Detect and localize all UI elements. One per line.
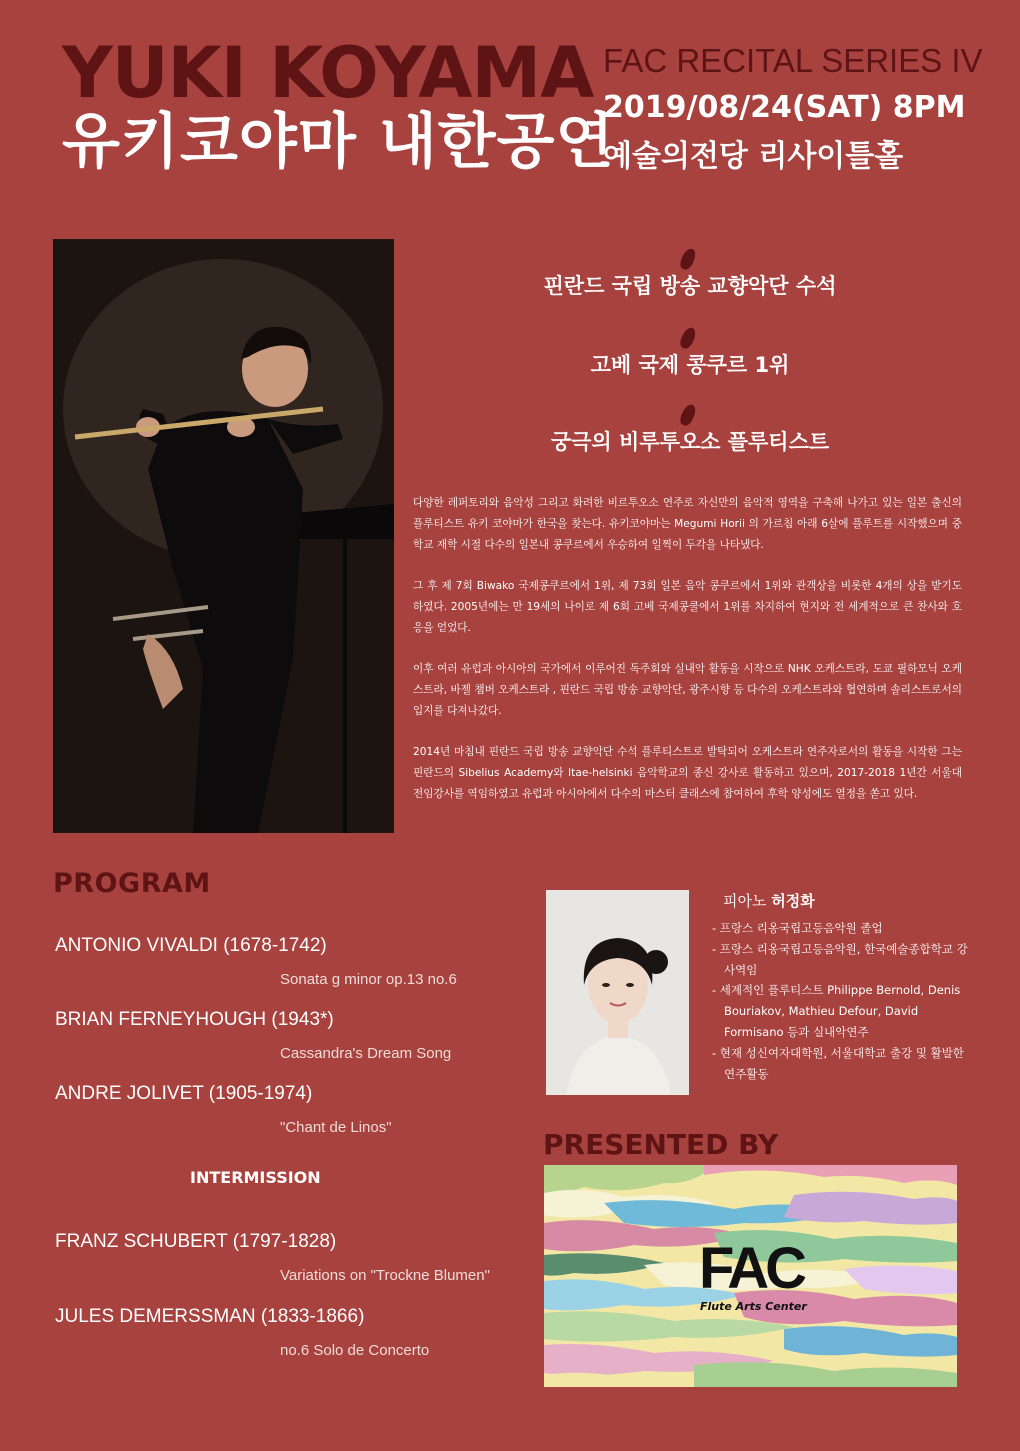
bio-paragraph: 그 후 제 7회 Biwako 국제콩쿠르에서 1위, 제 73회 일본 음악 콩쿠르에서 1위와 관객상을 비롯한 4개의 상을 받기도 하였다. 2005년에는 만 19세의 나이로 제 6회 고베 국제콩쿨에서 1위를 차지하여 현지와 전 세계적으로 큰 찬사와 호응을 얻었다. — [413, 580, 962, 634]
intermission-label: INTERMISSION — [190, 1168, 321, 1187]
program-piece: "Chant de Linos" — [280, 1119, 392, 1136]
pianist-name — [723, 890, 815, 911]
pianist-name-text: 허정화 — [771, 892, 815, 910]
fac-logo-panel — [544, 1165, 957, 1387]
series-label: FAC RECITAL SERIES IV — [603, 42, 983, 79]
title-korean: 유키코야마 내한공연 — [62, 107, 615, 177]
bio-paragraph: 다양한 레퍼토리와 음악성 그리고 화려한 비르투오소 연주로 자신만의 음악적 영역을 구축해 나가고 있는 일본 출신의 플루티스트 유키 코야마가 한국을 찾는다. 유키코야마는 Megumi Horii 의 가르침 아래 6살에 플루트를 시작했으며 중학교 재학 시절 다수의 일본내 콩쿠르에서 우승하여 일찍이 두각을 나타냈다. — [413, 497, 962, 551]
program-piece: Sonata g minor op.13 no.6 — [280, 971, 457, 988]
program-composer: ANTONIO VIVALDI (1678-1742) — [55, 935, 327, 956]
accent-drop-2 — [678, 325, 698, 350]
program-piece: Cassandra's Dream Song — [280, 1045, 452, 1062]
accent-drop-3 — [678, 402, 698, 427]
bio-paragraph: 2014년 마침내 핀란드 국립 방송 교향악단 수석 플루티스트로 발탁되어 오케스트라 연주자로서의 활동을 시작한 그는 핀란드의 Sibelius Academy와 Itae-helsinki 음악학교의 종신 강사로 활동하고 있으며, 2017-2018 1년간 서울대 전임강사를 역임하였고 유럽과 아시아에서 다수의 마스터 클래스에 참여하여 후학 양성에도 열정을 쏟고 있다. — [413, 746, 962, 800]
highlight-1: 핀란드 국립 방송 교향악단 수석 — [543, 274, 837, 298]
concert-venue: 예술의전당 리사이틀홀 — [603, 139, 904, 174]
title-english: YUKI KOYAMA — [62, 32, 594, 114]
program-composer: FRANZ SCHUBERT (1797-1828) — [55, 1231, 337, 1252]
program-composer: ANDRE JOLIVET (1905-1974) — [55, 1083, 313, 1104]
pianist-credit: - 프랑스 리옹국립고등음악원 졸업 — [712, 921, 883, 935]
highlight-3: 궁극의 비루투오소 플루티스트 — [550, 430, 830, 454]
concert-date: 2019/08/24(SAT) 8PM — [603, 90, 966, 125]
pianist-photo — [546, 890, 689, 1095]
fac-logo-text: Flute Arts Center — [700, 1300, 807, 1313]
performer-photo — [53, 239, 394, 833]
bio-paragraph: 이후 여러 유럽과 아시아의 국가에서 이루어진 독주회와 실내악 활동을 시작으로 NHK 오케스트라, 도쿄 필하모닉 오케스트라, 바젤 챔버 오케스트라 , 핀란드 국립 방송 교향악단, 광주시향 등 다수의 오케스트라와 협연하며 솔리스트로서의 입지를 다져나갔다. — [413, 663, 962, 717]
pianist-credit: - 프랑스 리옹국립고등음악원, 한국예술종합학교 강사역임 — [712, 941, 968, 977]
presented-by-heading: PRESENTED BY — [543, 1128, 779, 1161]
accent-drop-1 — [678, 246, 698, 271]
program-piece: no.6 Solo de Concerto — [280, 1342, 430, 1359]
pianist-role: 피아노 — [723, 892, 767, 910]
fac-logo-mark: FAC — [699, 1236, 803, 1301]
program-composer: JULES DEMERSSMAN (1833-1866) — [55, 1306, 365, 1327]
program-heading: PROGRAM — [53, 868, 211, 899]
pianist-credit: - 세계적인 플루티스트 Philippe Bernold, Denis Bouriakov, Mathieu Defour, David Formisano 등과 실내악연주 — [712, 983, 961, 1039]
performer-bio — [413, 493, 962, 825]
program-piece: Variations on "Trockne Blumen" — [280, 1267, 490, 1284]
highlight-2: 고베 국제 콩쿠르 1위 — [590, 353, 790, 377]
pianist-credits — [712, 918, 972, 1084]
program-composer: BRIAN FERNEYHOUGH (1943*) — [55, 1009, 334, 1030]
pianist-credit: - 현재 성신여자대학원, 서울대학교 출강 및 활발한 연주활동 — [712, 1045, 964, 1081]
